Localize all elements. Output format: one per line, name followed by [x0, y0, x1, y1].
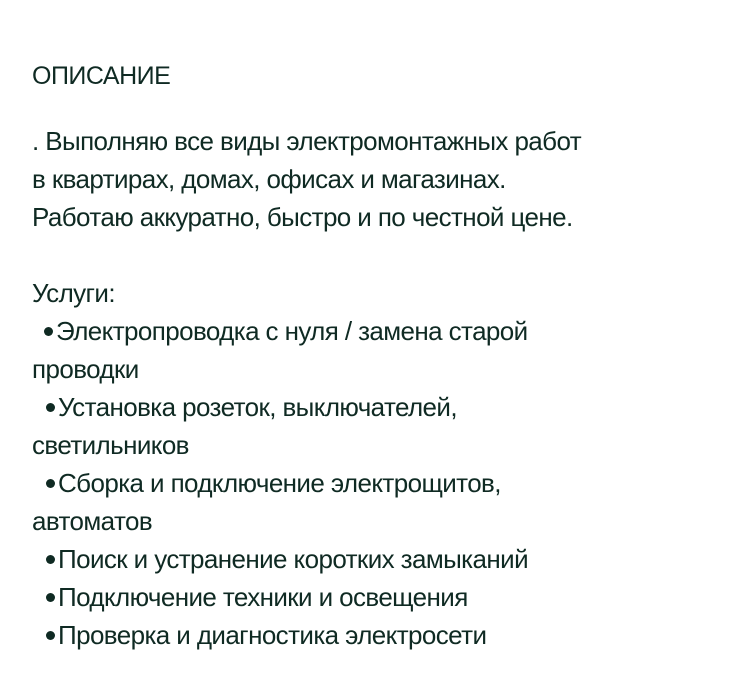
service-item-text: Сборка и подключение электрощитов, — [58, 468, 501, 498]
service-item — [32, 464, 712, 540]
bullet-icon — [46, 631, 55, 640]
service-item — [32, 312, 712, 388]
services-list — [32, 312, 712, 654]
bullet-icon — [44, 327, 53, 336]
service-item-text: Проверка и диагностика электросети — [58, 620, 487, 650]
bullet-icon — [46, 593, 55, 602]
service-item-continuation: автоматов — [32, 506, 153, 536]
bullet-icon — [46, 555, 55, 564]
description-line: . Выполняю все виды электромонтажных работ — [32, 126, 582, 156]
service-item-text: Поиск и устранение коротких замыканий — [58, 544, 528, 574]
service-item — [32, 540, 712, 578]
section-title: ОПИСАНИЕ — [32, 62, 171, 90]
listing-description-section — [32, 58, 712, 654]
description-text — [32, 122, 712, 236]
service-item-continuation: проводки — [32, 354, 139, 384]
service-item-text: Подключение техники и освещения — [58, 582, 468, 612]
service-item — [32, 388, 712, 464]
bullet-icon — [46, 479, 55, 488]
service-item-text: Электропроводка с нуля / замена старой — [56, 316, 528, 346]
services-heading: Услуги: — [32, 278, 115, 308]
service-item-text: Установка розеток, выключателей, — [58, 392, 457, 422]
description-line: Работаю аккуратно, быстро и по честной цене. — [32, 202, 573, 232]
service-item — [32, 578, 712, 616]
service-item — [32, 616, 712, 654]
service-item-continuation: светильников — [32, 430, 189, 460]
bullet-icon — [46, 403, 55, 412]
description-line: в квартирах, домах, офисах и магазинах. — [32, 164, 506, 194]
